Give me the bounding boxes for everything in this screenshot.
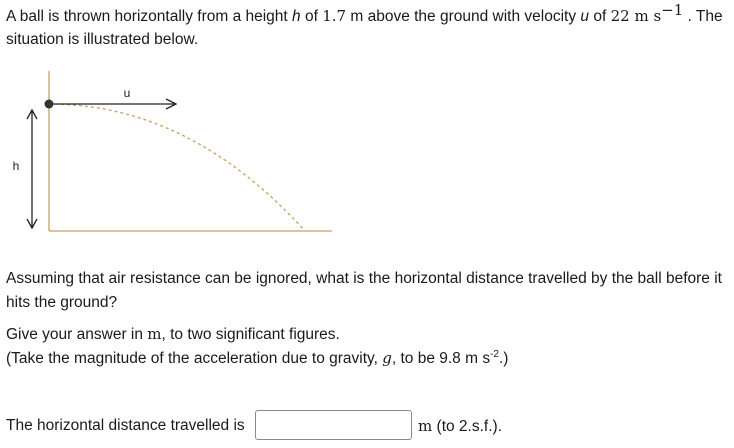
velocity-value: 22 [610, 7, 630, 25]
prompt-line-1: Assuming that air resistance can be ignored, what is the horizontal distance travelled by the ball before it [6, 270, 722, 287]
u-symbol: u [580, 8, 590, 25]
velocity-exponent: −1 [661, 0, 684, 19]
prompt-line-2: hits the ground? [6, 294, 118, 311]
unit-symbol: m [147, 325, 162, 343]
answer-unit: m (to 2.s.f.). [418, 417, 502, 435]
height-value: 1.7 [322, 7, 347, 25]
h-symbol: h [292, 8, 301, 25]
velocity-unit: m s [629, 7, 662, 25]
ball [45, 100, 54, 109]
gravity-note: (Take the magnitude of the acceleration due to gravity, g, to be 9.8 m $s^{-2}$.) [6, 348, 509, 367]
intro-line-2: situation is illustrated below. [6, 31, 199, 48]
projectile-diagram [0, 60, 340, 240]
answer-input[interactable] [255, 410, 412, 440]
velocity-label: u [123, 86, 131, 100]
gravity-exponent: -2 [490, 348, 499, 360]
height-unit: m [346, 8, 364, 25]
height-label: h [12, 159, 20, 173]
instruction-line: Give your answer in m, to two significant figures. [6, 325, 340, 343]
trajectory-path [49, 104, 305, 231]
intro-line-1: A ball is thrown horizontally from a height h of 1.7 m above the ground with velocity u of 22 m $s^{-1}$ . The [6, 0, 723, 25]
answer-label: The horizontal distance travelled is [6, 417, 245, 434]
g-symbol: g [382, 349, 392, 367]
